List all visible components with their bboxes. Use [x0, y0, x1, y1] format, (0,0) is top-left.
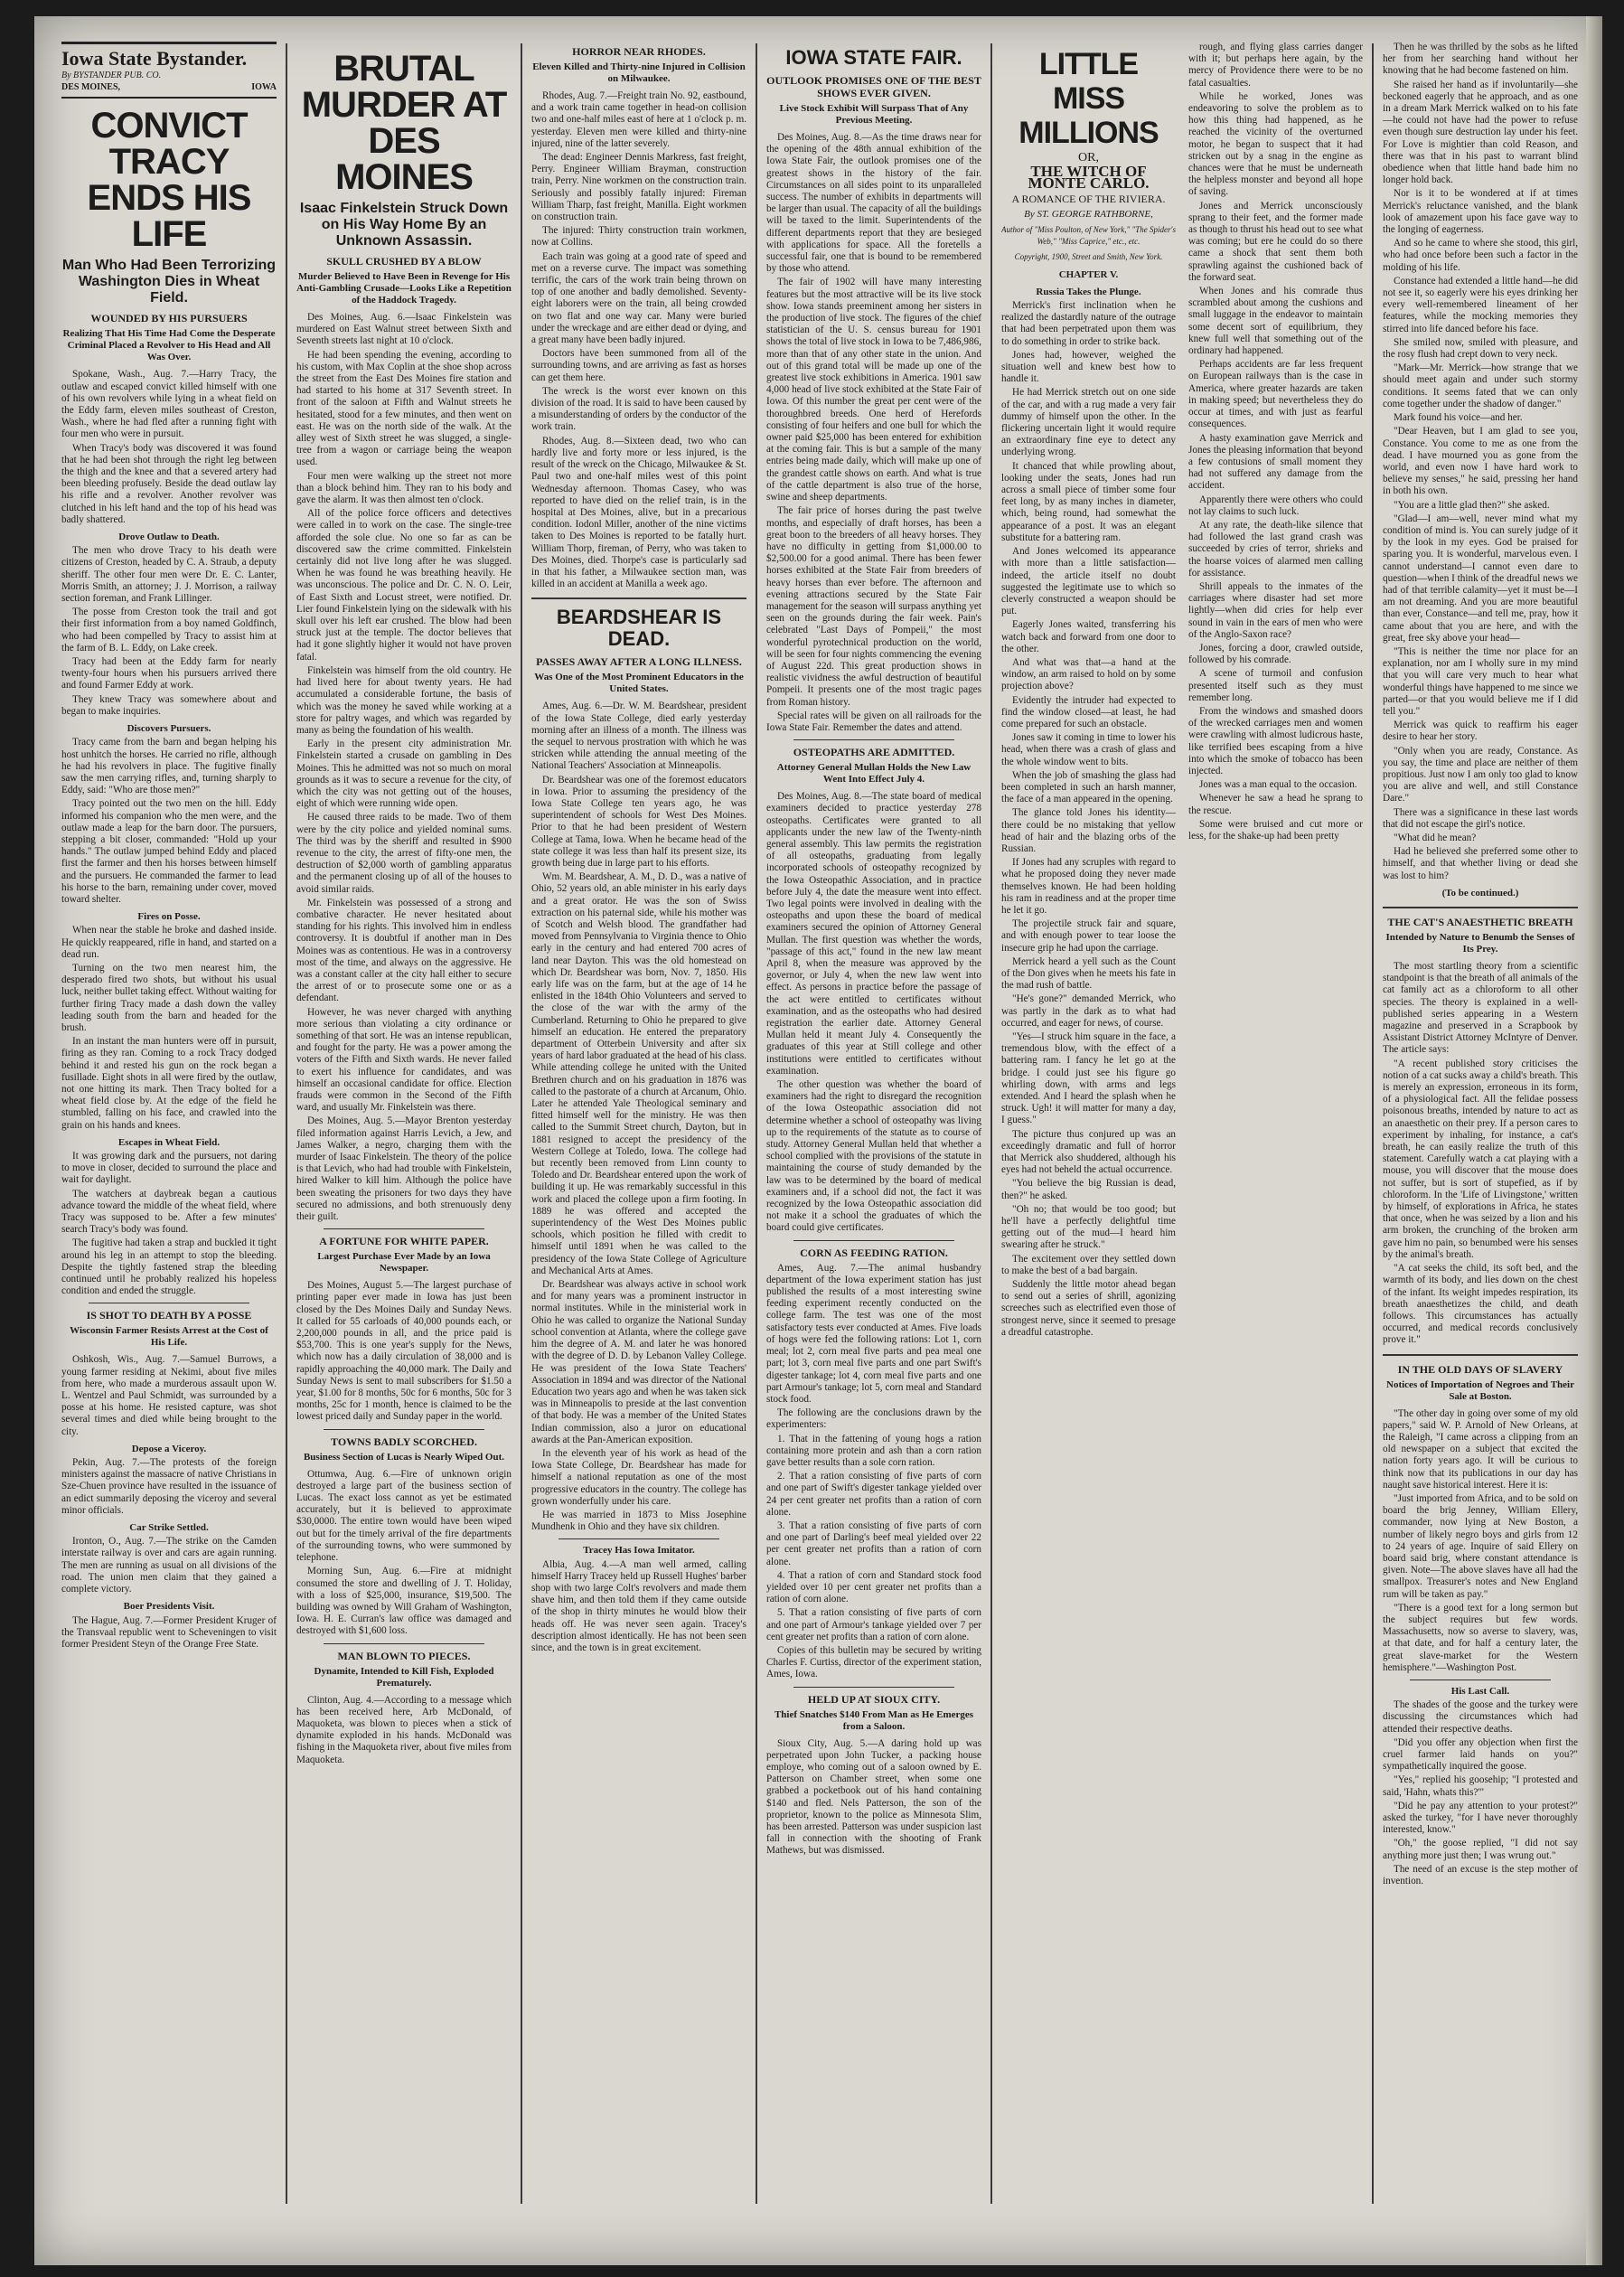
story-paragraph: Merrick's first inclination when he realized the dastardly nature of the outrage that had been perpetrated upon them was to do something in order to strike back.: [1001, 300, 1176, 347]
serial-byline: By ST. GEORGE RATHBORNE,: [1024, 208, 1153, 220]
article-paragraph: "Yes," replied his goosehip; "I protested and said, 'Hahn, whats this?'": [1383, 1774, 1578, 1798]
story-paragraph: Constance had extended a little hand—he did not see it, so eagerly were his eyes drinking her every well-remembered lineament of her features, while the mocking memories they stirred into life danced before his face.: [1383, 275, 1578, 334]
story-paragraph: Had he believed she preferred some other to himself, and that whether living or dead she was lost to him?: [1383, 846, 1578, 881]
serial-copyright: Copyright, 1900, Street and Smith, New York.: [1014, 252, 1163, 262]
article-paragraph: Turning on the two men nearest him, the desperado fired two shots, but without his usual luck, neither bullet taking effect. Without waiting for further firing Tracy made a dash down the valley leading south from the barn and headed for the brush.: [61, 962, 277, 1033]
story-paragraph: Jones and Merrick unconsciously sprang to their feet, and the former made as though to thrust his head out to see what was coming; but ere he could do so there came a shock that sent them both sprawling against the cushioned back of the forward seat.: [1188, 200, 1363, 283]
deck-cat: Intended by Nature to Benumb the Senses of Its Prey.: [1385, 932, 1575, 955]
article-paragraph: "There is a good text for a long sermon but the subject requires but few words. Massachusetts, now so averse to slavery, was, at that date, and for half a century later, the great slave-market for the Western hemisphere."—Washington Post.: [1383, 1602, 1578, 1673]
deck-rhodes: Eleven Killed and Thirty-nine Injured in Collision on Milwaukee.: [532, 61, 746, 84]
story-paragraph: Suddenly the little motor ahead began to send out a series of shrill, agonizing screeches such as electrified even those of strongest nerve, since it seemed to presage a dreadful catastrophe.: [1001, 1279, 1176, 1338]
masthead-state: IOWA: [251, 82, 277, 93]
article-paragraph: Wm. M. Beardshear, A. M., D. D., was a native of Ohio, 52 years old, an able minister in his early days and a great orator. He was the son of Swiss extraction on his paternal side, while his mother was of Scotch and Welsh blood. The grandfather had moved from Pennsylvania to Virginia thence to Ohio early in the century and had entered 700 acres of land near Dayton. This was the old homestead on which Dr. Beardshear was born, Nov. 7, 1850. His early life was on the farm, but at the age of 14 he enlisted in the 184th Ohio Volunteers and served to the close of the war with the army of the Cumberland. Returning to Ohio he prepared to give himself an education. He entered the preparatory department of Otterbein University and after six years of hard labor graduated at the head of his class. While attending college he united with the United Brethren church and on his graduation in 1876 was called to the pastorate of a church at Arcanum, Ohio. Later he attended Yale Theological seminary and fitted himself well for the ministry. He was then called to the Summit Street church, Dayton, but in 1881 resigned to accept the presidency of the Western College at Toledo, Iowa. The college had but recently been removed from Linn county to Toledo and Dr. Beardshear entered upon the work of building it up. He was remarkably successful in this work and placed the college upon a firm footing. In 1889 he was offered and accepted the superintendency of the West Des Moines public schools, which position he filled with credit to himself until 1891 when he was called to the presidency of the Iowa State College of Agriculture and Mechanical Arts at Ames.: [531, 871, 746, 1276]
story-paragraph: A scene of turmoil and confusion presented itself such as they must remember long.: [1188, 668, 1363, 703]
story-paragraph: "What did he mean?: [1394, 833, 1477, 843]
article-paragraph: Pekin, Aug. 7.—The protests of the foreign ministers against the massacre of native Christians in Sze-Chuen province have resulted in the issuance of an edict summarily deposing the viceroy and several minor officials.: [61, 1457, 277, 1516]
headline-tracey-imitator: Tracey Has Iowa Imitator.: [583, 1545, 695, 1557]
story-paragraph: She raised her hand as if involuntarily—she beckoned eagerly that he approach, and as one in a dream Mark Merrick walked on to his fate—he could not have had the power to refuse even though sure destruction lay under his feet. For Love is mightier than cold Reason, and there was that in his past to warrant blind obedience when that little hand bade him no longer hold back.: [1383, 79, 1578, 186]
article-paragraph: "A recent published story criticises the notion of a cat sucks away a child's breath. This is merely an expression, erroneous in its form, of a physiological fact. All the felidae possess poisonous breaths, intended by nature to act as an anaesthetic on their prey. If a person cares to experiment by inhaling, for instance, a cat's breath, he can easily realize the truth of this statement. Carefully watch a cat playing with a mouse, you will discover that the mouse does not suffer, but is sort of stupefied, as if by chloroform. In the 'Life of Livingstone,' written by himself, of explorations in Africa, he states that once, when he was seized by a lion and his arm broken, the crunching of the broken arm gave him no pain, so benumbed were his senses by the animal's breath.: [1383, 1058, 1578, 1260]
masthead-publisher: By BYSTANDER PUB. CO.: [61, 71, 162, 80]
divider: [559, 1538, 719, 1539]
story-paragraph: She smiled now, smiled with pleasure, and the rosy flush had crept down to very neck.: [1383, 336, 1578, 361]
deck-sioux-city: Thief Snatches $140 From Man as He Emerges from a Saloon.: [774, 1708, 974, 1732]
column-5: [1001, 42, 1363, 2211]
story-paragraph: "He's gone?" demanded Merrick, who was partly in the dark as to what had occurred, and eager for news, of course.: [1001, 993, 1176, 1029]
article-paragraph: Tracy came from the barn and began helping his host unhitch the horses. He carried no rifle, although he had his revolvers in place. The fugitive finally saw the men carrying rifles, and, turning sharply to Eddy, said: "Who are those men?": [61, 737, 277, 796]
story-paragraph: From the windows and smashed doors of the wrecked carriages men and women were crawling with almost ludicrous haste, like terrified bees escaping from a hive into which the smoke of tobacco has been injected.: [1188, 705, 1363, 776]
masthead-title: Iowa State Bystander.: [61, 47, 248, 70]
article-paragraph: Special rates will be given on all railroads for the Iowa State Fair. Remember the dates and attend.: [766, 710, 981, 733]
divider: [793, 739, 954, 740]
column-rule: [1372, 43, 1374, 2204]
story-paragraph: Perhaps accidents are far less frequent on European railways than is the case in America, where greater hazards are taken in making speed; but nevertheless they do occur at times, and with just as fearful consequences.: [1188, 359, 1363, 430]
article-paragraph: They knew Tracy was somewhere about and began to make inquiries.: [61, 693, 277, 717]
story-paragraph: "Glad—I am—well, never mind what my condition of mind is. You can surely judge of it by the look in my eyes. God be praised for sparing you. It is wonderful, marvelous even. I cannot understand—I cannot even dare to question—when I think of the dreadful news we had of that terrible calamity—yet it must be—I am not dreaming. And you are more beautiful than ever, Constance—and tell me, pray, how it came about that you are here, and with the great, free sky above your head—: [1383, 513, 1578, 644]
story-paragraph: "Only when you are ready, Constance. As you say, the time and place are neither of them propitious. Just now I am only too glad to know you are alive and well, and still Constance Dare.": [1383, 745, 1578, 804]
article-paragraph: In the eleventh year of his work as head of the Iowa State College, Dr. Beardshear has made for himself a national reputation as one of the most progressive educators in the country. The college has grown wonderfully under his care.: [531, 1447, 746, 1507]
deck-beardshear-2: Was One of the Most Prominent Educators in the United States.: [534, 672, 744, 695]
article-paragraph: Dr. Beardshear was one of the foremost educators in Iowa. Prior to assuming the presidency of the Iowa State College ten years ago, he was superintendent of schools for West Des Moines. Prior to that he had been president of Western College at Tama, Iowa. When he became head of the state college it was less than half its present size, its growth being due in large part to his efforts.: [531, 774, 746, 869]
story-paragraph: "This is neither the time nor place for an explanation, nor am I wholly sure in my mind that you will care very much to hear what wonderful things have happened to me since we parted—or that you would believe me if I did tell you.": [1383, 645, 1578, 717]
story-paragraph: Then he was thrilled by the sobs as he lifted her from her searching hand without her knowing that he had become fastened on him.: [1383, 42, 1578, 77]
article-paragraph: Dr. Beardshear was always active in school work and for many years was a prominent instructor in normal institutes. While in the ministerial work in Ohio he was called to organize the National Sunday school convention at Atlanta, where the college gave him the degree of A. M. and later he was honored with the degree of D. D. by Lebanon Valley College. He was president of the Iowa State Teachers' Association in 1894 and was director of the National Education two years ago and when he was taken sick was in Minneapolis to preside at the last convention of that body. He was a member of the United States Indian commission, also a juror on educational awards at the Pan-American exposition.: [531, 1279, 746, 1445]
article-paragraph: The fugitive had taken a strap and buckled it tight around his leg in an attempt to stop the bleeding. Despite the tightly fastened strap the bleeding continued until he probably realized his hopeless condition and ended the struggle.: [61, 1237, 277, 1297]
page-edge: [1586, 16, 1602, 2265]
divider: [1383, 907, 1578, 908]
headline-tracy: CONVICT TRACY ENDS HIS LIFE: [87, 106, 251, 255]
headline-sioux-city: HELD UP AT SIOUX CITY.: [807, 1692, 941, 1706]
article-paragraph: Copies of this bulletin may be secured by writing Charles F. Curtiss, director of the experiment station, Ames, Iowa.: [766, 1644, 981, 1680]
article-paragraph: When near the stable he broke and dashed inside. He quickly reappeared, rifle in hand, and started on a dead run.: [61, 925, 277, 960]
article-paragraph: The fair of 1902 will have many interesting features but the most attractive will be its live stock show. Iowa stands preeminent among her sisters in the production of live stock. The figures of the chief statistician of the U. S. census bureau for 1901 shows the total of live stock in Iowa to be 7,486,986, more than that of any other state in the union. And out of this grand total will be made up one of the greatest live stock exhibitions in America. 1901 saw 4,000 head of live stock exhibited at the State Fair of Iowa. Of this number the great per cent were of the thoroughbred breeds. One herd of Herefords consisting of four heifers and one bull for which the owner paid $25,000 has been entered for exhibition at the coming fair. This is but a sample of the many entries being made daily, which will make up one of the grandest cattle shows on earth. And what is true of the cattle department is also true of the horse, swine and sheep departments.: [766, 277, 981, 503]
story-paragraph: Nor is it to be wondered at if at times Merrick's reluctance vanished, and the blank look of amazement upon his face gave way to the longing of eagerness.: [1383, 188, 1578, 236]
story-paragraph: Some were bruised and cut more or less, for the shake-up had been pretty: [1188, 818, 1363, 842]
article-paragraph: In an instant the man hunters were off in pursuit, firing as they ran. Coming to a rock Tracy dodged behind it and rested his gun on the rock began a fusillade. Eight shots in all were fired by the outlaw, not one hitting its mark. Then Tracy bolted for a wheat field close by. At the edge of the field he stumbled, falling on his face, and crawled into the grain on his hands and knees.: [61, 1036, 277, 1131]
story-paragraph: "Dear Heaven, but I am glad to see you, Constance. You come to me as one from the dead. I have mourned you as gone from the world, and even now I have hard work to believe my senses," he said, pressing her hand in both his own.: [1383, 426, 1578, 497]
divider: [324, 1643, 484, 1644]
story-paragraph: And Jones welcomed its appearance with more than a little satisfaction—indeed, the article itself no doubt suggested the legitimate use to which so cleverly constructed a weapon should be put.: [1001, 546, 1176, 617]
deck-murder-2: SKULL CRUSHED BY A BLOW: [326, 255, 482, 268]
masthead: [61, 42, 277, 99]
story-paragraph: The projectile struck fair and square, and with enough power to tear loose the insecure grip he had upon the carriage.: [1001, 918, 1176, 954]
article-paragraph: Des Moines, August 5.—The largest purchase of printing paper ever made in Iowa has just been closed by the Des Moines Daily and Sunday News. It called for 55 carloads of 40,000 pounds each, or 2,200,000 pounds in all, and the price paid is $53,700. This is one year's supply for the News, which now has a daily circulation of 38,000 and is rapidly approaching the 40,000 mark. The Daily and Sunday News is sent to mail subscribers for $1.50 a year, $1.00 for 8 months, 50c for 6 months, 50c for 3 months, 25c for 1 month, hence is claimed to be the lowest priced daily and Sunday paper in the world.: [296, 1280, 512, 1423]
column-rule: [756, 43, 757, 2204]
column-rule: [990, 43, 992, 2204]
article-paragraph: 2. That a ration consisting of five parts of corn and one part of Swift's digester tankage yielded over 24 per cent greater net profits than a ration of corn alone.: [766, 1471, 981, 1518]
article-paragraph: Rhodes, Aug. 7.—Freight train No. 92, eastbound, and a work train came together in head-on collision two and one-half miles east of here at 1 o'clock p. m. yesterday. Eleven men were killed and thirty-nine injured, nine of the latter severely.: [531, 90, 746, 149]
subhead: Discovers Pursuers.: [127, 723, 211, 735]
story-paragraph: Evidently the intruder had expected to find the window closed—at least, he had come prepared for such an obstacle.: [1001, 694, 1176, 729]
story-paragraph: Merrick was quick to reaffirm his eager desire to hear her story.: [1383, 720, 1578, 743]
article-paragraph: Des Moines, Aug. 8.—As the time draws near for the opening of the 48th annual exhibition of the Iowa State Fair, the outlook promises one of the greatest shows in the history of the fair. Circumstances on all sides point to its unparalleled success. The number of exhibits in departments will be larger than usual. The capacity of all the buildings will be taxed to the limit. Superintendents of the different departments report that they are besieged with applications for space. All the foretells a successful fair, one that is bound to be remembered by those who attend.: [766, 132, 981, 275]
serial-title: LITTLE MISS MILLIONS: [1019, 47, 1159, 150]
article-paragraph: 1. That in the fattening of young hogs a ration containing more protein and ash than a corn ration gave better results than a sole corn ration.: [766, 1433, 981, 1468]
article-paragraph: Ames, Aug. 6.—Dr. W. M. Beardshear, president of the Iowa State College, died early yesterday morning after an illness of a month. The illness was the sequel to nervous prostration with which he was stricken while attending the annual meeting of the National Teachers' Association at Minneapolis.: [531, 701, 746, 772]
story-paragraph: Jones had, however, weighed the situation well and knew best how to handle it.: [1001, 349, 1176, 385]
divider: [324, 1429, 484, 1430]
subhead: Car Strike Settled.: [129, 1522, 209, 1534]
article-paragraph: The men who drove Tracy to his death were citizens of Creston, headed by C. A. Straub, a deputy sheriff. The other four men were Dr. E. C. Lanter, Morris Smith, an attorney; J. J. Morrison, a railway section foreman, and Frank Lillinger.: [61, 545, 277, 605]
deck-blown: Dynamite, Intended to Kill Fish, Exploded Prematurely.: [314, 1665, 494, 1689]
headline-last-call: His Last Call.: [1450, 1685, 1510, 1697]
headline-cat: THE CAT'S ANAESTHETIC BREATH: [1387, 916, 1573, 929]
serial-author-note: Author of "Miss Poulton, of New York," "The Spider's Web," "Miss Caprice," etc., etc.: [1001, 225, 1176, 247]
story-paragraph: Merrick heard a yell such as the Count of the Don gives when he meets his fate in the mad rush of battle.: [1001, 955, 1176, 992]
serial-left-subcolumn: [1001, 42, 1176, 1341]
newspaper-page: [34, 16, 1602, 2265]
story-paragraph: The glance told Jones his identity—there could be no mistaking that yellow head of hair and the blazing orbs of the Russian.: [1001, 807, 1176, 854]
article-paragraph: However, he was never charged with anything more serious than violating a city ordinance or something of that sort. He was an intense republican, and fought for the party. He was a power among the voters of the Fifth and Sixth wards. He never failed to exert his influence for candidates, and was himself an occasional candidate for office. Election frauds were common in the Second of the Fifth ward, and usually Mr. Finkelstein was there.: [296, 1006, 512, 1114]
story-paragraph: Whenever he saw a head he sprang to the rescue.: [1188, 793, 1363, 816]
serial-right-subcolumn: [1188, 42, 1363, 1341]
subhead: Escapes in Wheat Field.: [117, 1136, 221, 1148]
article-paragraph: Tracy had been at the Eddy farm for nearly twenty-four hours when his pursuers arrived there and found Farmer Eddy at work.: [61, 656, 277, 692]
story-paragraph: And what was that—a hand at the window, an arm raised to hold on by some projection above?: [1001, 656, 1176, 692]
article-paragraph: The fair price of horses during the past twelve months, and especially of draft horses, has been a great boon to the breeders of all heavy horses. They have no difficulty in getting from $1,000.00 to $2,500.00 for a good animal. There has been fewer horses exhibited at the State Fair from breeders of heavy horses than ever before. The afternoon and evening attractions secured by the State Fair management for the season will surpass anything yet seen on the grounds during the fair week. Pain's celebrated "Last Days of Pompeii," the most wonderful pyrotechnical production on the world, will be seen for four nights commencing the evening of August 22d. This great production shows in realistic vividness the awful destruction of beautiful Pompeii. It presents one of the most tragic pages from Roman history.: [766, 505, 981, 708]
article-paragraph: The Hague, Aug. 7.—Former President Kruger of the Transvaal republic went to Scheveningen to visit former President Steyn of the Orange Free State.: [61, 1614, 277, 1650]
story-paragraph: If Jones had any scruples with regard to what he proposed doing they never made themselves known. He had been holding his ram in readiness and at the proper time he let it go.: [1001, 857, 1176, 916]
article-paragraph: He had been spending the evening, according to his custom, with Max Coplin at the shoe shop across the street from the East Des Moines fire station and had started to his home at 317 Seventh street. In front of the saloon at Fifth and Walnut streets he hesitated, stood for a few minutes, and then went on east. He was on the north side of the walk. At the alley west of Sixth street he was slugged, a single-tree from a wagon or carriage being the weapon used.: [296, 349, 512, 468]
deck-state-fair-1: OUTLOOK PROMISES ONE OF THE BEST SHOWS EVER GIVEN.: [766, 74, 981, 99]
article-paragraph: Doctors have been summoned from all of the surrounding towns, and are arriving as fast as horses can get them here.: [531, 348, 746, 383]
headline-slavery: IN THE OLD DAYS OF SLAVERY: [1397, 1362, 1563, 1376]
article-paragraph: The most startling theory from a scientific standpoint is that the breath of all animals of the cat family act as a chloroform to all other species. The theory is explained in a well-published series appearing in a Western magazine and preserved in a Scrapbook by Assistant District Attorney McIntyre of Denver. The article says:: [1383, 961, 1578, 1056]
article-paragraph: Des Moines, Aug. 6.—Isaac Finkelstein was murdered on East Walnut street between Sixth and Seventh streets last night at 10 o'clock.: [296, 312, 512, 347]
headline-osteopaths: OSTEOPATHS ARE ADMITTED.: [793, 746, 955, 759]
story-paragraph: rough, and flying glass carries danger with it; but perhaps here again, by the mercy of Providence there were to be no fatal casualties.: [1188, 42, 1363, 89]
masthead-city: DES MOINES,: [61, 82, 121, 93]
article-paragraph: He was married in 1873 to Miss Josephine Mundhenk in Ohio and they have six children.: [531, 1509, 746, 1533]
deck-tracy-2: WOUNDED BY HIS PURSUERS: [90, 312, 248, 325]
column-3: [531, 42, 746, 2211]
article-paragraph: 5. That a ration consisting of five parts of corn and one part of Armour's tankage yielded over 7 per cent greater net profits than a ration of corn alone.: [766, 1607, 981, 1642]
headline-posse: IS SHOT TO DEATH BY A POSSE: [86, 1309, 252, 1322]
article-paragraph: Morning Sun, Aug. 6.—Fire at midnight consumed the store and dwelling of J. T. Holiday, with a loss of $25,000, insurance, $19,500. The building was owned by Will Graham of Washington, Iowa. H. E. Curran's law office was damaged and destroyed with $1,600 loss.: [296, 1566, 512, 1637]
article-paragraph: 3. That a ration consisting of five parts of corn and one part of Darling's beef meal yielded over 22 per cent greater net profits than a ration of corn alone.: [766, 1520, 981, 1567]
article-paragraph: "Did you offer any objection when first the cruel farmer laid hands on you?" sympathetically inquired the goose.: [1383, 1736, 1578, 1773]
article-paragraph: Ottumwa, Aug. 6.—Fire of unknown origin destroyed a large part of the business section of Lucas. The exact loss cannot as yet be estimated accurately, but it is believed to approximate $30,0000. The entire town would have been wiped out but for the timely arrival of the fire departments of the surrounding towns, who were summoned by telephone.: [296, 1468, 512, 1564]
deck-tracy-1: Man Who Had Been Terrorizing Washington Dies in Wheat Field.: [61, 258, 277, 306]
deck-beardshear-1: PASSES AWAY AFTER A LONG ILLNESS.: [536, 655, 742, 669]
serial-subtitle: THE WITCH OF MONTE CARLO.: [1028, 163, 1150, 193]
deck-towns: Business Section of Lucas is Nearly Wiped Out.: [303, 1451, 505, 1463]
story-paragraph: At any rate, the death-like silence that had followed the last grand crash was succeeded by cries of terror, shrieks and the hoarse voices of alarmed men calling for assistance.: [1188, 519, 1363, 579]
story-paragraph: The picture thus conjured up was an exceedingly dramatic and full of horror that Merrick also shuddered, although his eyes had not beheld the actual occurrence.: [1001, 1128, 1176, 1176]
article-paragraph: All of the police force officers and detectives were called in to work on the case. The single-tree afforded the sole clue. No one so far as can be discovered saw the crime committed. Finkelstein certainly did not live long after he was slugged. When he was found he was breathing heavily. He was unconscious. The police and Dr. C. N. O. Leir, of East Sixth and Locust street, were notified. Dr. Lier found Finkelstein lying on the sidewalk with his skull over his left ear crushed. The blow had been struck just at the temple. The doctor believes that had it gone slightly higher it would not have proven fatal.: [296, 508, 512, 663]
story-paragraph: It chanced that while prowling about, looking under the seats, Jones had run across a small piece of timber some four feet long, by as many inches in diameter, which, being round, had somewhat the appearance of a post. It was an elegant substitute for a battering ram.: [1001, 460, 1176, 543]
article-paragraph: The shades of the goose and the turkey were discussing the circumstances which had attended their respective deaths.: [1383, 1699, 1578, 1735]
story-paragraph: "You are a little glad then?" she asked.: [1394, 499, 1550, 511]
article-paragraph: The wreck is the worst ever known on this division of the road. It is said to have been caused by a misunderstanding of orders by the conductor of the work train.: [531, 385, 746, 433]
article-paragraph: Spokane, Wash., Aug. 7.—Harry Tracy, the outlaw and escaped convict killed himself with one of his own revolvers while lying in a wheat field on the Eddy farm, eleven miles southeast of Creston, Wash., where he had fled after a running fight with four men who were in pursuit.: [61, 369, 277, 440]
column-2: [296, 42, 512, 2211]
column-4: [766, 42, 981, 2211]
article-paragraph: Sioux City, Aug. 5.—A daring hold up was perpetrated upon John Tucker, a packing house employe, who coming out of a saloon owned by E. Patterson on Chamber street, when some one grabbed a pocketbook out of his hand containing $140 and fled. Nels Patterson, the son of the proprietor, known to the police as Minnesota Slim, has been arrested. Patterson was under suspicion last fall in connection with the shooting of Frank Mathews, but was dismissed.: [766, 1737, 981, 1857]
story-paragraph: Jones, forcing a door, crawled outside, followed by his comrade.: [1188, 642, 1363, 666]
headline-fortune: A FORTUNE FOR WHITE PAPER.: [319, 1235, 489, 1248]
story-paragraph: Shrill appeals to the inmates of the carriages where disaster had set more lightly—when did cries for help ever sound in vain in the ears of men who were of the Anglo-Saxon race?: [1188, 580, 1363, 640]
subhead: Boer Presidents Visit.: [123, 1601, 215, 1613]
story-paragraph: Jones saw it coming in time to lower his head, when there was a crash of glass and the whole window went to bits.: [1001, 732, 1176, 767]
article-paragraph: Clinton, Aug. 4.—According to a message which has been received here, Arb McDonald, of Maquoketa, was blown to pieces when a stick of dynamite exploded in his hands. McDonald was fishing in the Maquoketa river, about five miles from Maquoketa.: [296, 1694, 512, 1765]
article-paragraph: He caused three raids to be made. Two of them were by the city police and yielded nominal sums. The third was by the sheriff and resulted in $900 revenue to the city, the arrest of fifty-one men, the destruction of $2,000 worth of gambling apparatus and the permanent closing up of all of the houses to avoid similar raids.: [296, 812, 512, 895]
headline-rhodes: HORROR NEAR RHODES.: [572, 45, 706, 58]
story-paragraph: Apparently there were others who could not lay claims to such luck.: [1188, 494, 1363, 517]
masthead-dateline: [61, 81, 277, 93]
story-paragraph: He had Merrick stretch out on one side of the car, and with a rug made a very fair dummy of himself upon the other. In the flickering uncertain light it would require an extraordinary fine eye to detect any underlying wrong.: [1001, 387, 1176, 458]
story-paragraph: While he worked, Jones was endeavoring to solve the problem as to how this thing had happened, as he reached the vicinity of the overturned motor, he began to suspect that it had stricken out by a snag in the engine as chances were that he must be underneath the helpless monster and beyond all hope of saving.: [1188, 90, 1363, 198]
to-be-continued: (To be continued.): [1441, 887, 1519, 899]
article-paragraph: Albia, Aug. 4.—A man well armed, calling himself Harry Tracey held up Russell Hughes' barber shop with two large Colt's revolvers and made them shave him, and then told them if they came outside of the shop in thirty minutes he would blow their heads off. He was never seen again. Tracey's description almost identically. He has not been seen since, and the town is in great excitement.: [531, 1558, 746, 1653]
article-paragraph: "A cat seeks the child, its soft bed, and the warmth of its body, and lies down on the chest of the infant. Its weight impedes respiration, its breath anaesthetizes the child, and death follows. This circumstances has actually occurred, and medical records conclusively prove it.": [1383, 1263, 1578, 1346]
story-paragraph: There was a significance in these last words that did not escape the girl's notice.: [1383, 806, 1578, 830]
deck-state-fair-2: Live Stock Exhibit Will Surpass That of Any Previous Meeting.: [779, 103, 969, 126]
headline-corn: CORN AS FEEDING RATION.: [800, 1246, 948, 1259]
article-paragraph: Ames, Aug. 7.—The animal husbandry department of the Iowa experiment station has just published the results of a most interesting swine feeding experiment recently conducted on the college farm. The test was one of the most satisfactory tests ever conducted at Ames. Five loads of hogs were fed the following rations: Lot 1, corn meal; lot 2, corn meal five parts and pea meal one part; lot 3, corn meal five parts and one part Swift's digester tankage; lot 4, corn meal five parts and one part Armour's tankage; lot 5, corn meal and Standard stock food.: [766, 1262, 981, 1405]
article-paragraph: The other question was whether the board of examiners had the right to disregard the recognition of the Iowa Osteopathic association did not determine whether a school of osteopathy was living up to the requirements of the statute as to course of study. Attorney General Mullan held that whether a school complied with the provisions of the statute in maintaining the course of study demanded by the law was to be determined by the board of medical examiners and, if a school did not, the fact it was recognized by the Iowa Osteopathic association did not make it a school the graduates of which the board could give certificates.: [766, 1079, 981, 1234]
article-paragraph: The following are the conclusions drawn by the experimenters:: [766, 1407, 981, 1431]
column-rule: [521, 43, 522, 2204]
article-paragraph: "Oh," the goose replied, "I did not say anything more just then; I was wrung out.": [1383, 1838, 1578, 1861]
serial-chapter: CHAPTER V.: [1058, 268, 1119, 280]
deck-posse: Wisconsin Farmer Resists Arrest at the Cost of His Life.: [70, 1325, 268, 1349]
article-paragraph: The watchers at daybreak began a cautious advance toward the middle of the wheat field, where Tracy was supposed to be. After a few minutes' search Tracy's body was found.: [61, 1188, 277, 1236]
headline-blown: MAN BLOWN TO PIECES.: [337, 1649, 471, 1662]
article-paragraph: "Did he pay any attention to your protest?" asked the turkey, "for I have never thoroughly interested, know.": [1383, 1800, 1578, 1836]
article-paragraph: When Tracy's body was discovered it was found that he had been shot through the right leg between the thigh and the knee and that a severed artery had been bleeding profusely. Beside the dead outlaw lay his rifle and a revolver. Another revolver was clutched in his left hand and the top of his head was badly shattered.: [61, 442, 277, 525]
deck-murder-3: Murder Believed to Have Been in Revenge for His Anti-Gambling Crusade—Looks Like a Repetition of the Haddock Tragedy.: [296, 271, 512, 306]
article-paragraph: Oshkosh, Wis., Aug. 7.—Samuel Burrows, a young farmer residing at Nekimi, about five miles from here, who made a murderous assault upon W. L. Wentzel and Paul Schmidt, was surrounded by a posse at his home. He resisted capture, was shot several times and died while being brought to the city.: [61, 1354, 277, 1437]
deck-slavery: Notices of Importation of Negroes and Their Sale at Boston.: [1386, 1378, 1574, 1402]
article-paragraph: Early in the present city administration Mr. Finkelstein started a crusade on gambling in Des Moines. This he admitted was not so much on moral grounds as it was to secure a revenue for the city, of which the city was not getting out of the houses, eight of which were running wide open.: [296, 739, 512, 810]
article-paragraph: "The other day in going over some of my old papers," said W. P. Arnold of New Orleans, at the Raleigh, "I came across a clipping from an old newspaper on a subject that excited the nation forty years ago. It will be curious to think now that its publications in our day has naught save historical interest. Here it is:: [1383, 1407, 1578, 1491]
headline-murder: BRUTAL MURDER AT DES MOINES: [301, 49, 507, 197]
divider: [324, 1228, 484, 1229]
story-paragraph: When the job of smashing the glass had been completed in such an harsh manner, the face of a man appeared in the opening.: [1001, 769, 1176, 805]
article-paragraph: Des Moines, Aug. 8.—The state board of medical examiners decided to practice yesterday 278 osteopaths. Certificates were granted to all applicants under the new law of the Twenty-ninth general assembly. This law permits the registration of all osteopaths, graduating from legally incorporated schools of osteopathy recognized by the Iowa Osteopathic Association, and in practice before July 4, the date the measure went into effect. Two legal points were involved in dealing with the osteopaths and upon these the board of medical examiners secured the opinion of Attorney General Mullan. The first question was whether the words, "passage of this act," found in the new law meant April 8, when the measure was approved by the governor, or July 4, when the new law went into effect. As persons in practice before the passage of the act were entitled to certificates without examination, and as the osteopaths who had desired registration the earlier date. Attorney General Mullan held it meant July 4. Consequently the graduates of this year at Still college and other institutions were entitled to certificates without examination.: [766, 791, 981, 1077]
article-paragraph: Four men were walking up the street not more than a block behind him. They ran to his body and gave the alarm. It was then almost ten o'clock.: [296, 470, 512, 506]
article-paragraph: Des Moines, Aug. 5.—Mayor Brenton yesterday filed information against Harris Levich, a Jew, and James Walker, a negro, charging them with the murder of Isaac Finkelstein. The theory of the police is that Levich, who had had trouble with Finkelstein, hired Walker to kill him. Although the police have been sweating the prisoners for two days they have secured no admissions, and both strenuously deny their guilt.: [296, 1115, 512, 1223]
article-paragraph: "Just imported from Africa, and to be sold on board the brig Jenney, William Ellery, commander, now lying at New Boston, a number of likely negro boys and girls from 12 to 24 years of age. Inquire of said Ellery on board said brig, where constant attendance is given. Note—The above slaves have all had the smallpox. Treasurer's notes and New England rum will be taken as pay.": [1383, 1492, 1578, 1600]
article-paragraph: Finkelstein was himself from the old country. He had lived here for about twenty years. He had accumulated a considerable fortune, the basis of which was the money he saved while working at a store for paltry wages, and which was regarded by many as being the foundation of his wealth.: [296, 664, 512, 736]
story-paragraph: Mark found his voice—and her.: [1394, 412, 1523, 424]
column-1: [61, 42, 277, 2211]
story-paragraph: "Oh no; that would be too good; but he'll have a perfectly delightful time getting out of the mud—I heard him swearing after he struck.": [1001, 1203, 1176, 1251]
story-paragraph: "Mark—Mr. Merrick—how strange that we should meet again and under such stormy conditions. It seems fated that we can only come together under the shadow of danger.": [1383, 362, 1578, 409]
article-paragraph: The injured: Thirty construction train workmen, now at Collins.: [531, 225, 746, 249]
story-paragraph: The excitement over they settled down to make the best of a bad bargain.: [1001, 1253, 1176, 1276]
article-paragraph: The need of an excuse is the step mother of invention.: [1383, 1863, 1578, 1887]
article-paragraph: Rhodes, Aug. 8.—Sixteen dead, two who can hardly live and forty more or less injured, is the result of the wreck on the Chicago, Milwaukee & St. Paul two and one-half miles west of this point Wednesday afternoon. Thomas Casey, who was reported to have died on the relief train, is in the hospital at Des Moines, alive, but in a precarious condition. Iodonl Miller, another of the nine victims taken to Des Moines is reported to be fatally hurt. William Thorp, fireman, of Perry, who was taken to Des Moines, died. Thorpe's case is particularly sad in that his father, a Milwaukee section man, was killed in an accident at Manilla a week ago.: [531, 435, 746, 590]
article-paragraph: It was growing dark and the pursuers, not daring to move in closer, decided to surround the place and wait for daylight.: [61, 1151, 277, 1186]
deck-osteopaths: Attorney General Mullan Holds the New Law Went Into Effect July 4.: [776, 762, 972, 786]
divider: [1383, 1354, 1578, 1356]
headline-towns: TOWNS BADLY SCORCHED.: [331, 1435, 477, 1448]
subhead: Fires on Posse.: [137, 911, 201, 923]
story-paragraph: Eagerly Jones waited, transferring his watch back and forward from one door to the other.: [1001, 619, 1176, 654]
subhead: Depose a Viceroy.: [131, 1443, 207, 1454]
article-paragraph: Ironton, O., Aug. 7.—The strike on the Camden interstate railway is over and cars are again running. The men are running as usual on all divisions of the road. The union men claim that they gained a complete victory.: [61, 1536, 277, 1595]
deck-fortune: Largest Purchase Ever Made by an Iowa Newspaper.: [317, 1251, 491, 1275]
article-paragraph: The dead: Engineer Dennis Markress, fast freight, Perry. Engineer William Brayman, construction train, Perry. Nine workmen on the construction train. Seriously and possibly fatally injured: Fireman William Tharp, fast freight, Manilla. Eight workmen on construction train.: [531, 152, 746, 223]
story-paragraph: "You believe the big Russian is dead, then?" he asked.: [1001, 1178, 1176, 1201]
article-paragraph: The posse from Creston took the trail and got their first information from a boy named Goldfinch, who had been compelled by Tracy to assist him at the farm of B. L. Eddy, on Lake creek.: [61, 607, 277, 654]
deck-tracy-3: Realizing That His Time Had Come the Desperate Criminal Placed a Revolver to His Head and All Was Over.: [62, 328, 276, 363]
article-paragraph: Mr. Finkelstein was possessed of a strong and combative character. He never hesitated about standing for his rights. This involved him in endless controversy. It is doubtful if another man in Des Moines was as contentious. He was in a controversy most of the time, and always on the aggressive. He was a constant caller at the city hall either to secure the arrest of or to prosecute some one or as a defendant.: [296, 897, 512, 1004]
story-paragraph: A hasty examination gave Merrick and Jones the pleasing information that beyond a few contusions of small moment they had not suffered any damage from the accident.: [1188, 432, 1363, 492]
divider: [793, 1240, 954, 1241]
serial-chapter-title: Russia Takes the Plunge.: [1036, 286, 1141, 297]
column-rule: [286, 43, 287, 2204]
headline-state-fair: IOWA STATE FAIR.: [785, 46, 962, 69]
article-paragraph: Each train was going at a good rate of speed and met on a reverse curve. The impact was something terrific, the cars of the work train being thrown on top of one another and badly demolished. Seventy-eight laborers were on the train, all being crowded on two flat and one way car. Many were buried under the wreckage and are either dead or dying, and a great many have been badly injured.: [531, 250, 746, 346]
story-paragraph: When Jones and his comrade thus scrambled about among the cushions and small luggage in the endeavor to maintain some decent sort of equilibrium, they knew full well that something out of the ordinary had happened.: [1188, 286, 1363, 357]
story-paragraph: And so he came to where she stood, this girl, who had once before been such a factor in the molding of his life.: [1383, 238, 1578, 273]
article-paragraph: 4. That a ration of corn and Standard stock food yielded over 10 per cent greater net profits than a ration of corn alone.: [766, 1569, 981, 1605]
article-paragraph: Tracy pointed out the two men on the hill. Eddy informed his companion who the men were, and the outlaw made a leap for the barn door. The pursuers, stepping a bit closer, commanded: "Hold up your hands." The outlaw jumped behind Eddy and placed first the farmer and then his horses between himself and the pursuers. He commanded the farmer to lead his horse to the barn, remaining under cover, moved toward shelter.: [61, 798, 277, 905]
headline-beardshear: BEARDSHEAR IS DEAD.: [556, 606, 722, 651]
story-paragraph: "Yes—I struck him square in the face, a tremendous blow, with the effect of a battering ram. I fancy he let go at the bridge. I could just see his figure go whirling down, with arms and legs extended. And I heard the splash when he struck. Ugh! it will matter for many a day, I guess.": [1001, 1031, 1176, 1126]
divider: [531, 597, 746, 599]
serial-romance: A ROMANCE OF THE RIVIERA.: [1011, 192, 1166, 205]
serial-or: OR,: [1078, 151, 1099, 165]
deck-murder-1: Isaac Finkelstein Struck Down on His Way Home By an Unknown Assassin.: [299, 201, 509, 249]
column-6: [1383, 42, 1578, 2211]
story-paragraph: Jones was a man equal to the occasion.: [1199, 779, 1357, 791]
divider: [793, 1687, 954, 1688]
subhead: Drove Outlaw to Death.: [118, 532, 220, 543]
